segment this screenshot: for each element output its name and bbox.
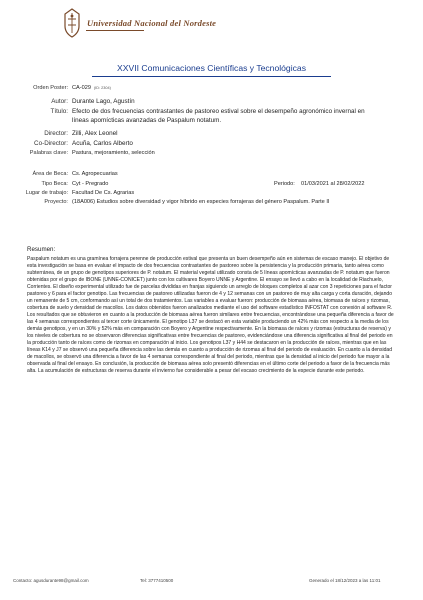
orden-poster-label: Orden Poster:	[33, 85, 68, 91]
palabras-clave-value: Pastura, mejoramiento, selección	[72, 150, 155, 156]
autor-value: Durante Lago, Agustín	[72, 98, 135, 105]
orden-poster-code: CA-029	[72, 85, 91, 91]
autor-label: Autor:	[51, 98, 68, 105]
orden-poster-value	[72, 85, 111, 92]
area-beca-value: Cs. Agropecuarias	[72, 171, 118, 177]
area-beca-label: Área de Beca:	[32, 171, 68, 177]
title-underline	[92, 76, 331, 77]
proyecto-label: Proyecto:	[44, 199, 68, 205]
footer-generated: Generado el 18/12/2023 a las 11:01	[309, 578, 381, 583]
proyecto-value: (18A006) Estudios sobre diversidad y vigor híbrido en especies forrajeras del género Paspalum. Parte II	[72, 199, 330, 205]
university-name: Universidad Nacional del Nordeste	[87, 18, 217, 28]
resumen-body: Paspalum notatum es una gramínea forrajera perenne de producción estival que presenta un buen desempeño aún en sistemas de escaso manejo. El objetivo de esta investigación se basa en evaluar el impacto de dos frecuencias contrastantes de pastoreo sobre la persistencia y la producción primaria, tanto aérea como subterránea, de un grupo de genotipos superiores de P. notatum. El material vegetal utilizado consta de 5 líneas apomícticas avanzadas de P. notatum que fueron obtenidas por el grupo de IBONE (UNNE-CONICET) junto con los cultivares Boyero UNNE y Argentine. El ensayo se llevó a cabo en la localidad de Riachuelo, Corrientes. El diseño experimental utilizado fue de parcelas divididas en franjas siguiendo un arreglo de bloques completos al azar con 3 repeticiones para el factor pastoreo y 6 para el factor genotipo. Las frecuencias de pastoreo utilizadas fueron de 4 y 12 semanas con un pastoreo de muy alta carga y corta duración, dejando un remanente de 5 cm, conformando así un total de dos tratamientos. Las variables a evaluar fueron: producción de biomasa aérea, biomasa de raíces y rizomas, cobertura de suelo y densidad de macollos. Los datos obtenidos fueron analizados mediante el uso del software estadístico INFOSTAT con conexión al software R. Los resultados que se obtuvieron en cuanto a la producción de biomasa aérea fueron similares entre frecuencias, encontrándose una pequeña diferencia a favor de las 4 semanas correspondientes al tercer corte únicamente. El genotipo L37 se destacó en esta variable produciendo un 42% más con respecto a la media de los demás genotipos, y en un 30% y 52% más en comparación con Boyero y Argentine respectivamente. En la biomasa de raíces y rizomas (estructuras de reserva) y los niveles de cobertura no se observaron diferencias significativas entre frecuencias de pastoreo, evidenciándose una diferencia significativa al final del periodo en la producción tanto de raíces como de rizomas en comparación al inicio. Los genotipos L37 y H44 se destacaron en la producción de raíces, mientras que en las líneas K14 y J7 se observó una pequeña diferencia sobre las demás en cuanto a producción de rizomas al final del periodo de evaluación. En cuanto a la densidad de macollos, se observó una diferencia a favor de las 4 semanas correspondiente al final del periodo, mientras que la densidad al inicio del periodo fue mayor a la observada al final del ensayo. En conclusión, la producción de biomasa aérea solo presentó diferencias en el último corte del periodo a favor de la frecuencia más alta. La acumulación de estructuras de reserva durante el invierno fue considerable a pesar del escaso crecimiento de la especie durante este periodo.	[27, 256, 394, 374]
footer-contact: Contacto: agusdurante98@gmail.com	[13, 578, 89, 583]
director-value: Zilli, Alex Leonel	[72, 130, 118, 137]
co-director-value: Acuña, Carlos Alberto	[72, 140, 133, 147]
director-label: Director:	[44, 130, 68, 137]
lugar-trabajo-value: Facultad De Cs. Agrarias	[72, 190, 135, 196]
titulo-label: Título:	[50, 108, 68, 115]
university-crest-icon	[62, 8, 82, 38]
resumen-heading: Resumen:	[27, 246, 56, 253]
footer-tel: Tel: 3777410500	[140, 578, 174, 583]
periodo-value: 01/03/2021 al 28/02/2022	[301, 181, 365, 187]
tipo-beca-value: Cyt - Pregrado	[72, 181, 109, 187]
tipo-beca-label: Tipo Beca:	[41, 181, 68, 187]
periodo-label: Periodo:	[274, 181, 295, 187]
titulo-value: Efecto de dos frecuencias contrastantes de pastoreo estival sobre el desempeño agronómico invernal en líneas apomícticas avanzadas de Paspalum notatum.	[72, 108, 365, 124]
page-title: XXVII Comunicaciones Científicas y Tecnológicas	[117, 63, 306, 73]
co-director-label: Co-Director:	[34, 140, 68, 147]
orden-poster-id: (ID: 2304)	[93, 86, 111, 90]
lugar-trabajo-label: Lugar de trabajo:	[25, 190, 68, 196]
university-name-rule	[86, 30, 144, 31]
palabras-clave-label: Palabras clave:	[29, 150, 68, 156]
